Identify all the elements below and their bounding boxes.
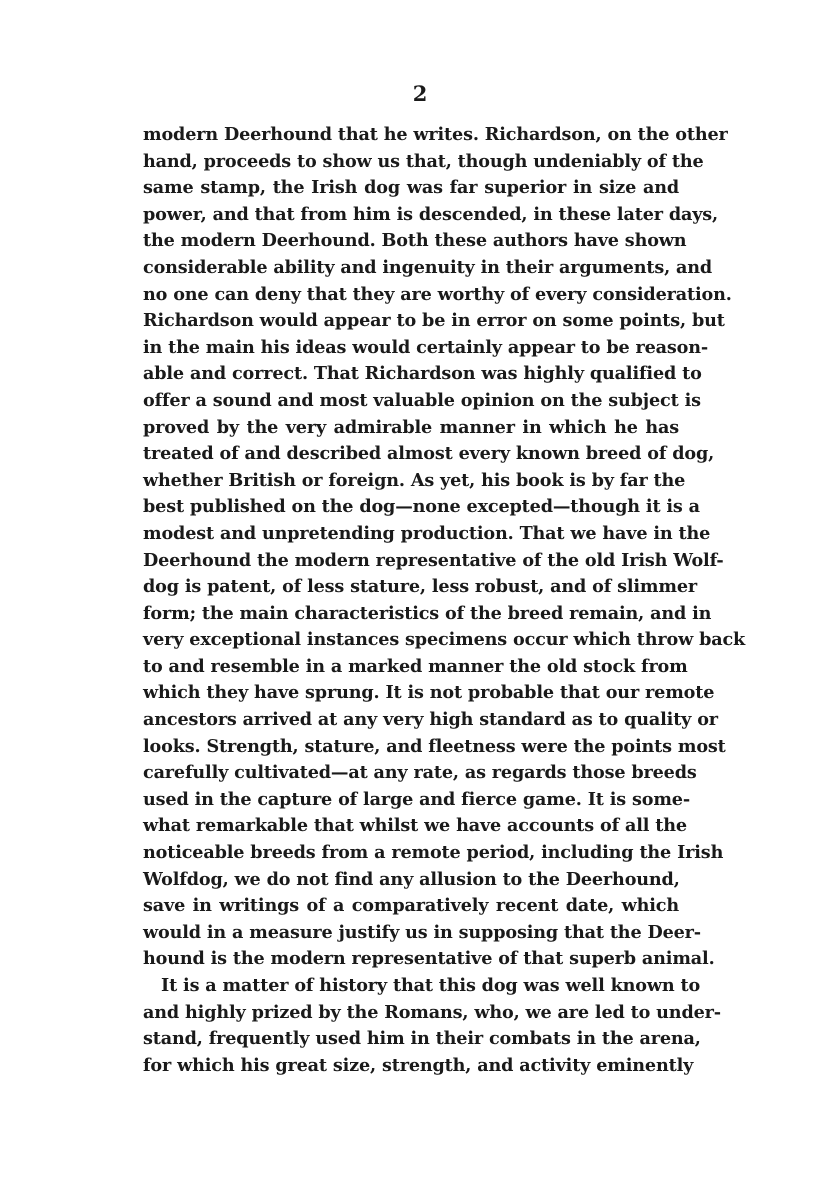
- text-line: Deerhound the modern representative of the old Irish Wolf-: [143, 549, 724, 571]
- body-text: [143, 122, 746, 1079]
- text-line: would in a measure justify us in supposing that the Deer-: [143, 921, 701, 943]
- text-line: treated of and described almost every known breed of dog,: [143, 443, 715, 465]
- text-line: considerable ability and ingenuity in their arguments, and: [143, 256, 713, 278]
- text-line: best published on the dog—none excepted—though it is a: [143, 496, 700, 518]
- text-line: and highly prized by the Romans, who, we are led to under-: [143, 1001, 721, 1023]
- text-line: Richardson would appear to be in error on some points, but: [143, 310, 725, 332]
- text-line: to and resemble in a marked manner the old stock from: [143, 655, 688, 677]
- text-line: for which his great size, strength, and activity eminently: [143, 1054, 694, 1076]
- text-line: no one can deny that they are worthy of every consideration.: [143, 283, 732, 305]
- text-line: in the main his ideas would certainly appear to be reason-: [143, 336, 709, 358]
- text-line: dog is patent, of less stature, less robust, and of slimmer: [143, 576, 698, 598]
- text-line: same stamp, the Irish dog was far superior in size and: [143, 177, 679, 199]
- text-line: the modern Deerhound. Both these authors have shown: [143, 230, 687, 252]
- text-line: proved by the very admirable manner in which he has: [143, 416, 679, 438]
- text-line: whether British or foreign. As yet, his book is by far the: [143, 469, 686, 491]
- text-line: ancestors arrived at any very high standard as to quality or: [143, 709, 718, 731]
- text-line: able and correct. That Richardson was highly qualified to: [143, 363, 702, 385]
- text-line: very exceptional instances specimens occur which throw back: [143, 629, 746, 651]
- text-line: It is a matter of history that this dog was well known to: [161, 975, 701, 996]
- text-line: noticeable breeds from a remote period, including the Irish: [143, 842, 724, 864]
- text-line: stand, frequently used him in their combats in the arena,: [143, 1028, 701, 1050]
- text-line: save in writings of a comparatively recent date, which: [143, 895, 679, 917]
- text-line: modern Deerhound that he writes. Richardson, on the other: [143, 124, 728, 145]
- text-line: Wolfdog, we do not find any allusion to the Deerhound,: [143, 868, 680, 890]
- text-line: carefully cultivated—at any rate, as regards those breeds: [143, 762, 697, 784]
- text-line: form; the main characteristics of the breed remain, and in: [143, 602, 712, 624]
- text-line: hound is the modern representative of that superb animal.: [143, 948, 715, 970]
- text-line: offer a sound and most valuable opinion on the subject is: [143, 389, 701, 411]
- page-number: 2: [412, 81, 428, 106]
- text-line: what remarkable that whilst we have accounts of all the: [143, 815, 687, 837]
- text-line: power, and that from him is descended, in these later days,: [143, 203, 719, 225]
- text-line: looks. Strength, stature, and fleetness were the points most: [143, 735, 726, 757]
- text-line: used in the capture of large and fierce game. It is some-: [143, 788, 691, 810]
- text-line: which they have sprung. It is not probable that our remote: [143, 682, 715, 704]
- text-line: hand, proceeds to show us that, though undeniably of the: [143, 150, 704, 172]
- text-line: modest and unpretending production. That we have in the: [143, 522, 711, 544]
